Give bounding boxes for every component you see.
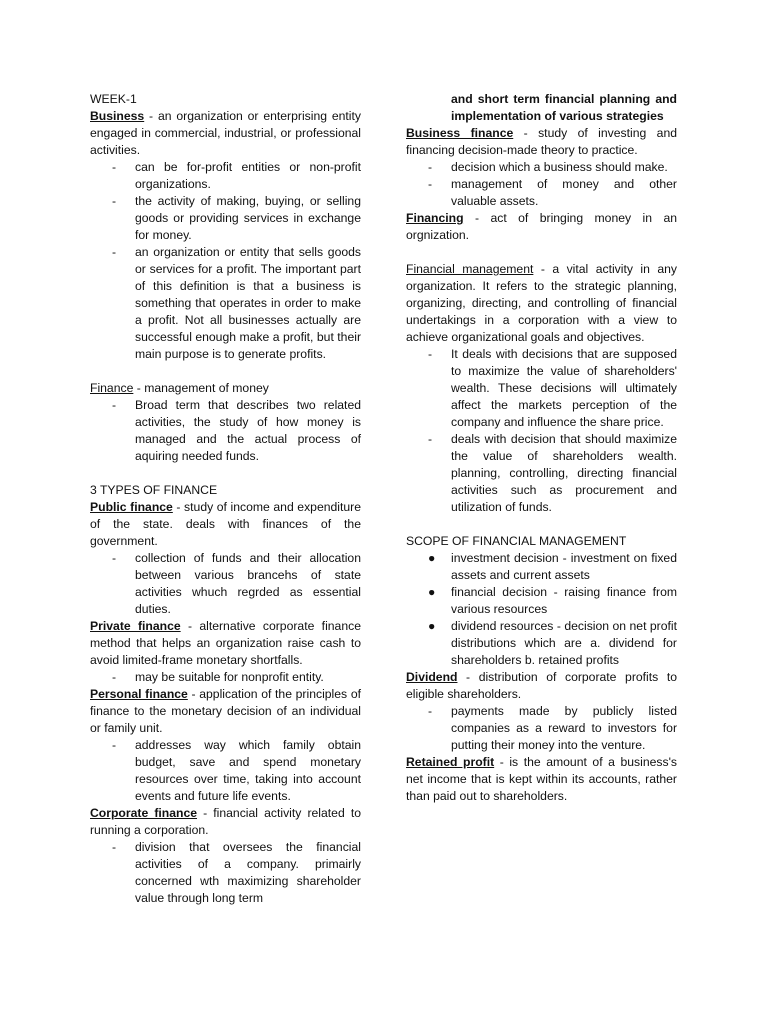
public-finance-definition: Public finance - study of income and expenditure of the state. deals with finances of the government. — [90, 500, 362, 548]
business-definition: Business - an organization or enterprising entity engaged in commercial, industrial, or professional activities. — [90, 109, 361, 157]
retained-profit-definition: Retained profit - is the amount of a business's net income that is kept within its accounts, rather than paid out to shareholders. — [406, 755, 677, 803]
list-item: ● dividend resources - decision on net profit distributions which are a. dividend for shareholders b. retained profits — [406, 618, 677, 669]
list-item: - the activity of making, buying, or selling goods or providing services in exchange for money. — [112, 194, 361, 242]
continued-text: and short term financial planning and implementation of various strategies — [451, 92, 677, 123]
list-item: - payments made by publicly listed companies as a reward to investors for putting their money into the venture. — [428, 704, 677, 752]
right-column — [406, 91, 677, 805]
bullet-icon: ● — [428, 551, 436, 565]
finance-definition: Finance - management of money — [90, 381, 269, 395]
list-item: ● investment decision - investment on fixed assets and current assets — [406, 550, 677, 584]
types-of-finance-heading: 3 TYPES OF FINANCE — [90, 483, 218, 497]
left-column — [90, 91, 361, 907]
list-item: - can be for-profit entities or non-profit organizations. — [112, 160, 361, 191]
list-item: - deals with decision that should maximize the value of shareholders wealth. planning, controlling, directing financial activities such as procurement and utilization of funds. — [428, 432, 677, 514]
list-item: - decision which a business should make. — [428, 160, 668, 174]
private-finance-definition: Private finance - alternative corporate finance method that helps an organization raise cash to avoid limited-frame monetary shortfalls. — [90, 619, 361, 667]
bullet-icon: ● — [428, 619, 436, 633]
corporate-finance-definition: Corporate finance - financial activity related to running a corporation. — [90, 806, 361, 837]
business-finance-definition: Business finance - study of investing and financing decision-made theory to practice. — [406, 126, 677, 157]
financial-management-definition: Financial management - a vital activity in any organization. It refers to the strategic planning, organizing, directing, and controlling of financial undertakings in a corporation with a view to achieve organizational goals and objectives. — [406, 262, 677, 344]
list-item: - division that oversees the financial activities of a company. primairly concerned wth maximizing shareholder value through long term — [112, 840, 361, 905]
bullet-icon: ● — [428, 585, 436, 599]
list-item: - may be suitable for nonprofit entity. — [112, 670, 324, 684]
scope-heading: SCOPE OF FINANCIAL MANAGEMENT — [406, 534, 627, 548]
list-item: - an organization or entity that sells goods or services for a profit. The important part of this definition is that a business is something that operates in order to make a profit. Not all businesses actually are successful enough make a profit, but their main purpose is to generate profits. — [112, 245, 361, 361]
list-item: - management of money and other valuable assets. — [428, 177, 677, 208]
list-item: - Broad term that describes two related activities, the study of how money is managed and the actual process of aquiring needed funds. — [112, 398, 361, 463]
list-item: - addresses way which family obtain budget, save and spend monetary resources over time, taking into account events and future life events. — [112, 738, 361, 803]
dividend-definition: Dividend - distribution of corporate profits to eligible shareholders. — [406, 670, 677, 701]
list-item: ● financial decision - raising finance from various resources — [406, 584, 677, 618]
personal-finance-definition: Personal finance - application of the principles of finance to the monetary decision of an individual or family unit. — [90, 687, 361, 735]
list-item: - collection of funds and their allocation between various brancehs of state activities whuch regrded as essential duties. — [112, 551, 361, 616]
financing-definition: Financing - act of bringing money in an orgnization. — [406, 211, 677, 242]
week-heading: WEEK-1 — [90, 92, 137, 106]
list-item: - It deals with decisions that are supposed to maximize the value of shareholders' wealth. These decisions will ultimately affect the markets perception of the company and influence the share price. — [428, 347, 677, 429]
